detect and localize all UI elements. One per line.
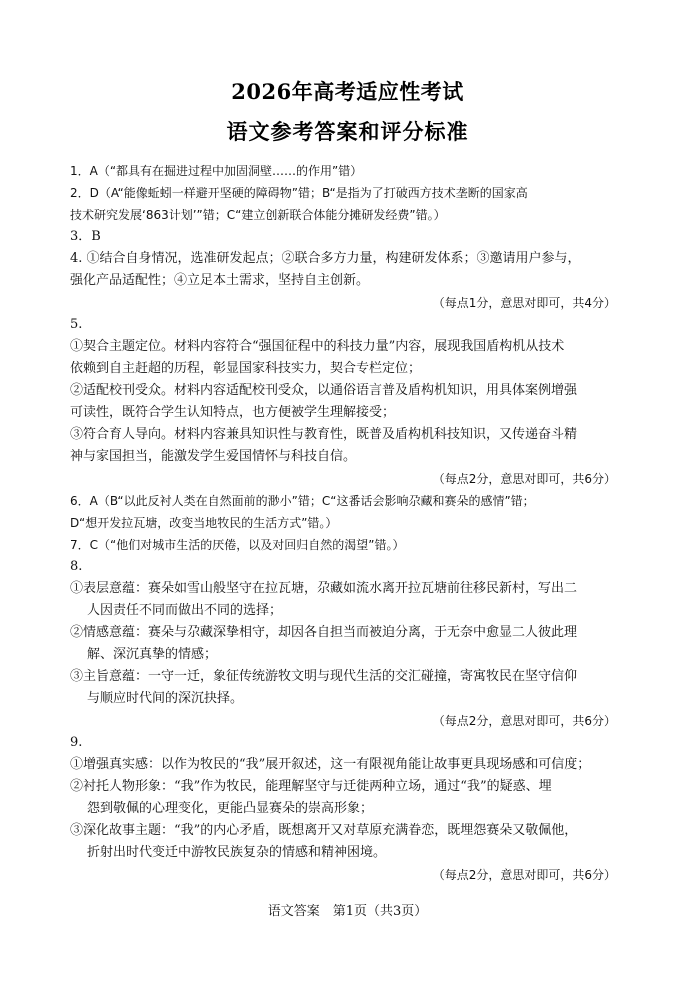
answer-6-line-1: 6．A（B“以此反衬人类在自然面前的渺小”错；C“这番话会影响尕藏和赛朵的感情”错；: [70, 494, 535, 508]
answer-9-score: （每点2分，意思对即可，共6分）: [432, 868, 616, 882]
answer-content: [70, 160, 630, 886]
answer-8-line-5: ③主旨意蕴：一守一迁，象征传统游牧文明与现代生活的交汇碰撞，寄寓牧民在坚守信仰: [70, 669, 578, 684]
answer-2-line-1: 2．D（A“能像蚯蚓一样避开坚硬的障碍物”错；B“是指为了打破西方技术垄断的国家高: [70, 186, 528, 200]
answer-9-line-5: 折射出时代变迁中游牧民族复杂的情感和精神困境。: [87, 845, 387, 860]
answer-8-score: （每点2分，意思对即可，共6分）: [432, 714, 616, 728]
answer-9-line-4: ③深化故事主题：“我”的内心矛盾，既想离开又对草原充满眷恋，既埋怨赛朵又敬佩他，: [70, 823, 578, 838]
answer-9-line-1: ①增强真实感：以作为牧民的“我”展开叙述，这一有限视角能让故事更具现场感和可信度；: [70, 757, 591, 772]
answer-5-line-3: ②适配校刊受众。材料内容适配校刊受众，以通俗语言普及盾构机知识，用具体案例增强: [70, 383, 578, 398]
answer-4-score: （每点1分，意思对即可，共4分）: [432, 296, 616, 310]
answer-5-line-4: 可读性，既符合学生认知特点，也方便被学生理解接受；: [70, 405, 396, 420]
answer-4-line-2: 强化产品适配性；④立足本土需求，坚持自主创新。: [70, 273, 370, 288]
answer-5-number: 5.: [70, 317, 83, 332]
answer-4-line-1: 4. ①结合自身情况，选准研发起点；②联合多方力量，构建研发体系；③邀请用户参与，: [70, 251, 581, 266]
page-title: 2026年高考适应性考试: [231, 79, 464, 104]
answer-5-score: （每点2分，意思对即可，共6分）: [432, 472, 616, 486]
answer-7: 7．C（“他们对城市生活的厌倦，以及对回归自然的渴望”错。）: [70, 538, 405, 552]
answer-6-line-2: D“想开发拉瓦塘，改变当地牧民的生活方式”错。）: [70, 516, 338, 530]
answer-9-line-3: 怨到敬佩的心理变化，更能凸显赛朵的崇高形象；: [87, 801, 374, 816]
answer-8-line-1: ①表层意蕴：赛朵如雪山般坚守在拉瓦塘，尕藏如流水离开拉瓦塘前往移民新村，写出二: [70, 581, 578, 596]
answer-3: 3．B: [70, 229, 101, 244]
page-footer: 语文答案 第1页（共3页）: [267, 904, 428, 919]
answer-5-line-5: ③符合育人导向。材料内容兼具知识性与教育性，既普及盾构机科技知识，又传递奋斗精: [70, 427, 578, 442]
answer-8-line-6: 与顺应时代间的深沉抉择。: [87, 691, 244, 706]
answer-1: 1．A（“都具有在掘进过程中加固洞壁……的作用”错）: [70, 164, 363, 178]
answer-2-line-2: 技术研究发展‘863计划’”错；C“建立创新联合体能分摊研发经费”错。）: [70, 208, 446, 222]
page-subtitle: 语文参考答案和评分标准: [226, 119, 469, 144]
answer-8-line-3: ②情感意蕴：赛朵与尕藏深挚相守，却因各自担当而被迫分离，于无奈中愈显二人彼此理: [70, 625, 578, 640]
answer-8-line-4: 解、深沉真挚的情感；: [87, 647, 218, 662]
answer-5-line-2: 依赖到自主赶超的历程，彰显国家科技实力，契合专栏定位；: [70, 361, 422, 376]
answer-5-line-1: ①契合主题定位。材料内容符合“强国征程中的科技力量”内容，展现我国盾构机从技术: [70, 339, 565, 354]
answer-8-line-2: 人因责任不同而做出不同的选择；: [87, 603, 283, 618]
answer-9-number: 9.: [70, 735, 83, 750]
answer-9-line-2: ②衬托人物形象：“我”作为牧民，能理解坚守与迁徙两种立场，通过“我”的疑惑、埋: [70, 779, 552, 794]
answer-5-line-6: 神与家国担当，能激发学生爱国情怀与科技自信。: [70, 449, 357, 464]
answer-8-number: 8.: [70, 559, 83, 574]
